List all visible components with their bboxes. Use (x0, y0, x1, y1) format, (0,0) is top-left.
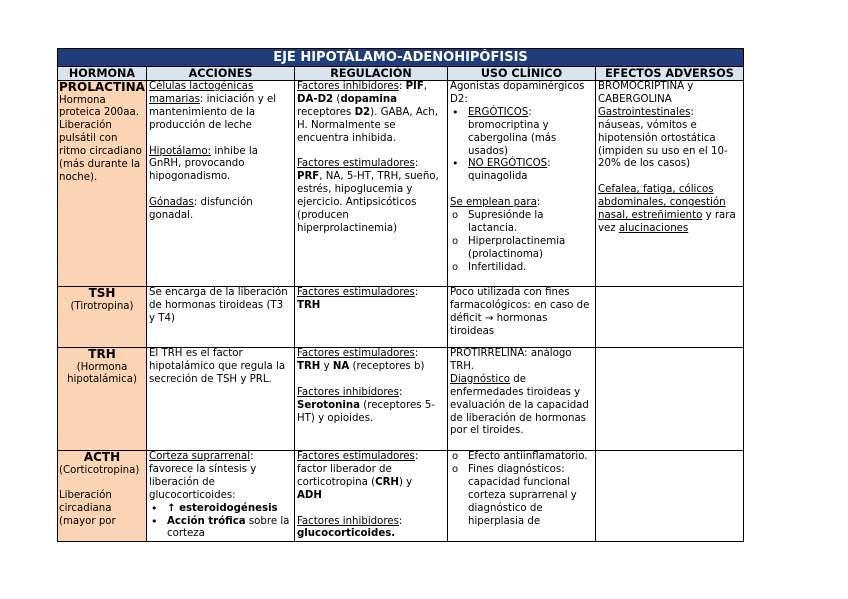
acciones-cell: Se encarga de la liberación de hormonas tiroideas (T3 y T4) (147, 287, 295, 348)
hormone-table (57, 48, 744, 542)
header-hormona: HORMONA (58, 67, 147, 81)
regulacion-cell: Factores estimuladores: TRH (295, 287, 448, 348)
list-item: o Supresiónde la lactancia. (450, 210, 593, 236)
hormone-name: TSH (88, 286, 116, 300)
hormone-cell-acth (58, 451, 147, 542)
hormone-name: ACTH (83, 450, 121, 464)
header-uso-clinico: USO CLÍNICO (448, 67, 596, 81)
list-item: o Efecto antiinflamatorio. (450, 451, 593, 464)
list-item: • Acción trófica sobre la corteza (149, 516, 292, 542)
efectos-adversos-cell (596, 287, 744, 348)
uso-clinico-cell: PROTIRRELINA: análogo TRH. Diagnóstico de enfermedades tiroideas y evaluación de la capacidad de liberación de hormonas por el tiroides. (448, 348, 596, 451)
table-title: EJE HIPOTÁLAMO-ADENOHIPÓFISIS (58, 49, 744, 67)
hormone-description: (Tirotropina) (70, 300, 134, 312)
document-page (57, 48, 743, 542)
table-row-acth (58, 451, 744, 542)
hormone-description: (Hormona hipotalámica) (67, 361, 137, 386)
list-item: o Infertilidad. (450, 262, 593, 275)
hormone-name: PROLACTINA (59, 80, 145, 94)
list-item: • ↑ esteroidogénesis (149, 503, 292, 516)
uso-clinico-cell: Poco utilizada con fines farmacológicos: en caso de déficit → hormonas tiroideas (448, 287, 596, 348)
list-item: o Fines diagnósticos: capacidad funcional corteza suprarrenal y diagnóstico de hiperplasia de (450, 464, 593, 529)
hormone-cell-tsh (58, 287, 147, 348)
table-row-prolactina (58, 81, 744, 287)
list-item: • ERGÓTICOS: bromocriptina y cabergolina (más usados) (450, 107, 593, 159)
acciones-cell: Células lactogénicas mamarias: iniciación y el mantenimiento de la producción de leche Hipotálamo: inhibe la GnRH, provocando hipogonadismo. Gónadas: disfunción gonadal. (147, 81, 295, 287)
hormone-cell-prolactina (58, 81, 147, 287)
regulacion-cell: Factores estimuladores: TRH y NA (receptores b) Factores inhibidores: Serotonina (receptores 5-HT) y opioides. (295, 348, 448, 451)
list-item: • NO ERGÓTICOS: quinagolida (450, 158, 593, 184)
uso-clinico-cell (448, 451, 596, 542)
hormone-description: Hormona proteica 200aa. Liberación pulsátil con ritmo circadiano (más durante la noche). (59, 94, 142, 183)
header-regulacion: REGULACIÓN (295, 67, 448, 81)
acciones-cell: El TRH es el factor hipotalámico que regula la secreción de TSH y PRL. (147, 348, 295, 451)
header-efectos-adversos: EFECTOS ADVERSOS (596, 67, 744, 81)
list-item: o Hiperprolactinemia (prolactinoma) (450, 236, 593, 262)
table-row-trh (58, 348, 744, 451)
hormone-name: TRH (88, 347, 116, 361)
efectos-adversos-cell (596, 451, 744, 542)
hormone-description: (Corticotropina) (59, 464, 140, 476)
uso-clinico-cell: Agonistas dopaminérgicos D2: • ERGÓTICOS: bromocriptina y cabergolina (más usados) • NO ERGÓTICOS: quinagolida Se emplean para: o Supresiónde la lactancia. o Hiperprolactinemia (prolactinoma) o Infertilidad. (448, 81, 596, 287)
acciones-cell: Corteza suprarrenal: favorece la síntesis y liberación de glucocorticoides: • ↑ esteroidogénesis • Acción trófica sobre la corteza (147, 451, 295, 542)
table-row-tsh (58, 287, 744, 348)
hormone-cell-trh (58, 348, 147, 451)
regulacion-cell: Factores estimuladores: factor liberador de corticotropina (CRH) y ADH Factores inhibidores: glucocorticoides. (295, 451, 448, 542)
hormone-description: Liberación circadiana (mayor por (59, 490, 116, 528)
header-acciones: ACCIONES (147, 67, 295, 81)
efectos-adversos-cell (596, 348, 744, 451)
regulacion-cell: Factores inhibidores: PIF, DA-D2 (dopamina receptores D2). GABA, Ach, H. Normalmente se encuentra inhibida. Factores estimuladores: PRF, NA, 5-HT, TRH, sueño, estrés, hipoglucemia y ejercicio. Antipsicóticos (producen hiperprolactinemia) (295, 81, 448, 287)
efectos-adversos-cell: BROMOCRIPTINA y CABERGOLINA Gastrointestinales: náuseas, vómitos e hipotensión ortostática (impiden su uso en el 10-20% de los casos) Cefalea, fatiga, cólicos abdominales, congestión nasal, estreñimiento y rara vez alucinaciones (596, 81, 744, 287)
